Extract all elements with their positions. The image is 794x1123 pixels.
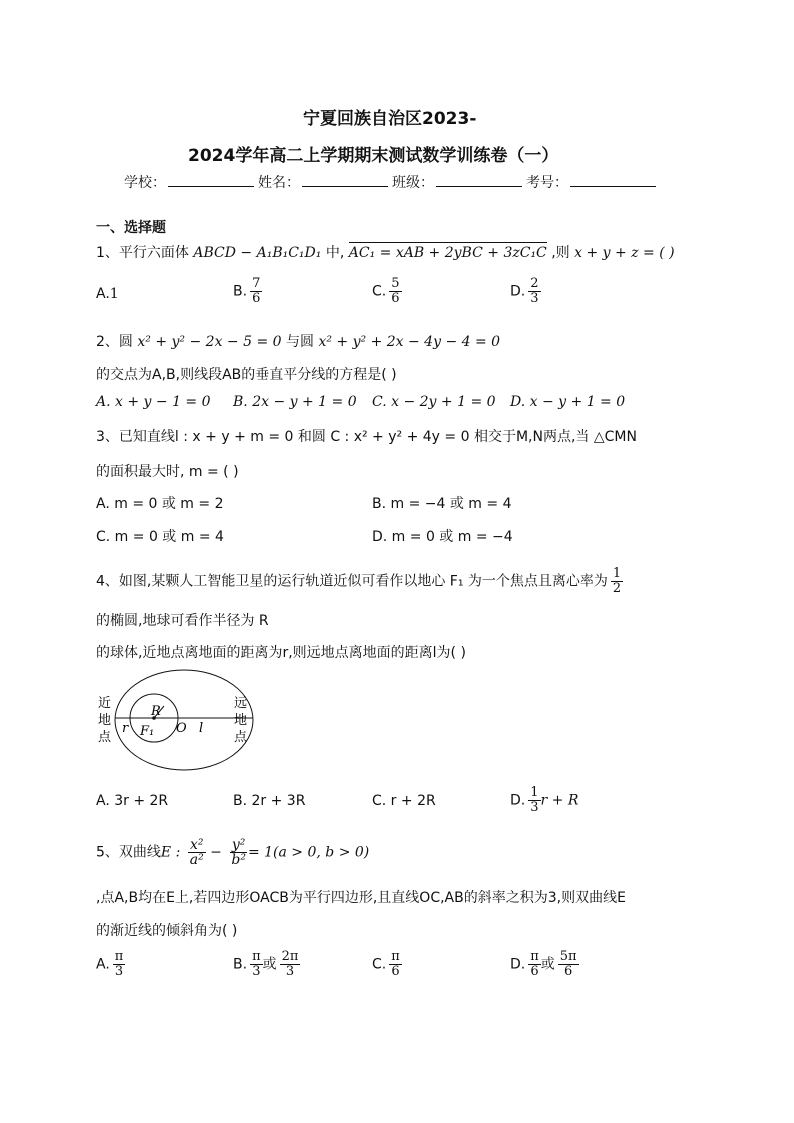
q1-option-c[interactable]: [372, 277, 402, 306]
numerator: x²: [189, 837, 204, 853]
numerator: 1: [530, 785, 539, 800]
option-label: A.: [96, 286, 110, 302]
numerator: π: [530, 949, 539, 964]
q2-option-a[interactable]: A. x + y − 1 = 0: [96, 394, 211, 410]
option-label: C.: [372, 956, 387, 973]
q5-line-2: ,点A,B均在E上,若四边形OACB为平行四边形,且直线OC,AB的斜率之积为3,则双曲线E: [96, 890, 626, 906]
denominator: 6: [530, 964, 539, 979]
numerator: y²: [231, 837, 246, 853]
q4-line-2: 的椭圆,地球可看作半径为 R: [96, 613, 269, 629]
denominator: 6: [564, 964, 573, 979]
numerator: π: [114, 949, 124, 964]
or-text: 或: [262, 956, 277, 973]
title-line-1: 宁夏回族自治区2023-: [303, 109, 477, 129]
q2-equation-2: x² + y² + 2x − 4y − 4 = 0: [318, 334, 501, 350]
eccentricity-fraction: [611, 567, 623, 596]
class-label: 班级：: [392, 175, 434, 191]
denominator: 3: [530, 800, 539, 815]
q1-vector-eq: AC₁ = xAB + 2yBC + 3zC₁C: [348, 245, 547, 261]
label-r: r: [122, 721, 129, 736]
orbit-figure: [94, 668, 264, 780]
numerator: 1: [612, 566, 622, 581]
q4-option-d[interactable]: [510, 786, 578, 815]
q2-line-2: 的交点为A,B,则线段AB的垂直平分线的方程是( ): [96, 367, 397, 383]
q5-curve-name: E :: [160, 844, 185, 861]
q1-stem-e: ,则: [551, 245, 570, 261]
q4-option-b[interactable]: B. 2r + 3R: [233, 793, 306, 809]
option-label: D.: [510, 792, 526, 809]
q1-stem-c: 中,: [325, 245, 345, 261]
q5-line-3: 的渐近线的倾斜角为( ): [96, 923, 238, 939]
q3-line-2: 的面积最大时, m = ( ): [96, 464, 239, 480]
fraction: [389, 277, 401, 306]
label-O: O: [176, 721, 187, 736]
q1-option-d[interactable]: [510, 277, 541, 306]
numerator: 2π: [281, 949, 299, 964]
q3-option-d[interactable]: D. m = 0 或 m = −4: [372, 529, 513, 545]
number-blank[interactable]: [570, 174, 656, 187]
fraction-x: [188, 838, 206, 867]
q1-stem-b: ABCD − A₁B₁C₁D₁: [193, 245, 322, 261]
q5-option-d[interactable]: [510, 950, 579, 979]
fraction: [558, 950, 579, 979]
numerator: 5π: [559, 949, 577, 964]
q1-stem-f: x + y + z = ( ): [574, 245, 675, 261]
number-label: 考号：: [526, 175, 568, 191]
q2-option-d[interactable]: D. x − y + 1 = 0: [510, 394, 626, 410]
q2-text: 与圆: [286, 334, 314, 350]
denominator: 6: [391, 964, 400, 979]
q2-option-b[interactable]: B. 2x − y + 1 = 0: [233, 394, 357, 410]
q3-option-c[interactable]: C. m = 0 或 m = 4: [96, 529, 224, 545]
q1-stem-a: 1、平行六面体: [96, 245, 189, 261]
section-heading: 一、选择题: [96, 220, 166, 236]
name-blank[interactable]: [302, 174, 388, 187]
near-label-2: 地: [98, 713, 112, 728]
q5-option-a[interactable]: [96, 950, 125, 979]
info-line: [124, 172, 660, 192]
q3-line-1: 3、已知直线l : x + y + m = 0 和圆 C : x² + y² + 4y = 0 相交于M,N两点,当 △CMN: [96, 429, 637, 445]
denominator: 3: [252, 964, 261, 979]
name-label: 姓名：: [258, 175, 300, 191]
q3-option-b[interactable]: B. m = −4 或 m = 4: [372, 496, 512, 512]
q4-option-a[interactable]: A. 3r + 2R: [96, 793, 169, 809]
q5-line-1: 5、双曲线E : $\frac{\text{x²}}{\text{a²}}$ − $\frac{\text{y²}}{\text{b²}}$ = 1(a > 0, b > 0): [96, 837, 370, 868]
far-label-1: 远: [234, 696, 248, 711]
q1-option-a[interactable]: [96, 286, 119, 302]
q5-option-c[interactable]: [372, 950, 402, 979]
fraction: [113, 950, 126, 979]
option-label: B.: [233, 956, 248, 973]
label-F1: F₁: [140, 724, 155, 739]
q4-line-3: 的球体,近地点离地面的距离为r,则远地点离地面的距离l为( ): [96, 645, 466, 661]
option-label: D.: [510, 956, 526, 973]
denominator: b²: [231, 852, 246, 868]
fraction: [389, 950, 402, 979]
option-label: C.: [372, 283, 387, 300]
orbit-ellipse: [115, 670, 253, 770]
denominator: 3: [285, 964, 295, 979]
option-label: B.: [233, 283, 248, 300]
q5-text: 5、双曲线: [96, 844, 161, 861]
option-label: A.: [96, 956, 110, 973]
numerator: 2: [530, 276, 539, 291]
numerator: π: [252, 949, 261, 964]
denominator: 6: [391, 291, 400, 306]
option-value: 1: [109, 286, 119, 302]
q5-option-b[interactable]: [233, 950, 300, 979]
title-line-2: 2024学年高二上学期期末测试数学训练卷（一）: [188, 146, 559, 166]
denominator: 6: [252, 291, 261, 306]
near-label-3: 点: [98, 730, 112, 745]
q1-stem: [96, 242, 675, 262]
q2-line-1: [96, 331, 500, 351]
far-label-3: 点: [234, 730, 248, 745]
far-label-2: 地: [234, 713, 248, 728]
q2-option-c[interactable]: C. x − 2y + 1 = 0: [372, 394, 496, 410]
school-label: 学校：: [124, 175, 166, 191]
q4-text: 4、如图,某颗人工智能卫星的运行轨道近似可看作以地心 F₁ 为一个焦点且离心率为: [96, 573, 608, 590]
numerator: 7: [252, 276, 261, 291]
label-R: R: [151, 704, 161, 719]
fraction: [528, 277, 540, 306]
numerator: 5: [391, 276, 400, 291]
fraction: [250, 277, 262, 306]
q5-equation-rest: = 1(a > 0, b > 0): [247, 844, 370, 861]
label-l: l: [199, 721, 204, 736]
or-text: 或: [540, 956, 555, 973]
school-blank[interactable]: [168, 174, 254, 187]
fraction-y: [229, 838, 248, 867]
q1-option-b[interactable]: [233, 277, 262, 306]
q4-line-1: [96, 567, 623, 596]
q2-text: 2、圆: [96, 334, 133, 350]
option-value: r + R: [540, 792, 579, 809]
denominator: 3: [114, 964, 124, 979]
q3-option-a[interactable]: A. m = 0 或 m = 2: [96, 496, 224, 512]
option-label: D.: [510, 283, 526, 300]
near-label-1: 近: [98, 696, 112, 711]
fraction: [280, 950, 301, 979]
q2-equation-1: x² + y² − 2x − 5 = 0: [137, 334, 282, 350]
fraction: [528, 950, 541, 979]
denominator: a²: [189, 852, 204, 868]
denominator: 3: [530, 291, 539, 306]
fraction: [528, 786, 540, 815]
fraction: [250, 950, 263, 979]
denominator: 2: [612, 581, 622, 596]
class-blank[interactable]: [436, 174, 522, 187]
numerator: π: [391, 949, 400, 964]
q4-option-c[interactable]: C. r + 2R: [372, 793, 436, 809]
